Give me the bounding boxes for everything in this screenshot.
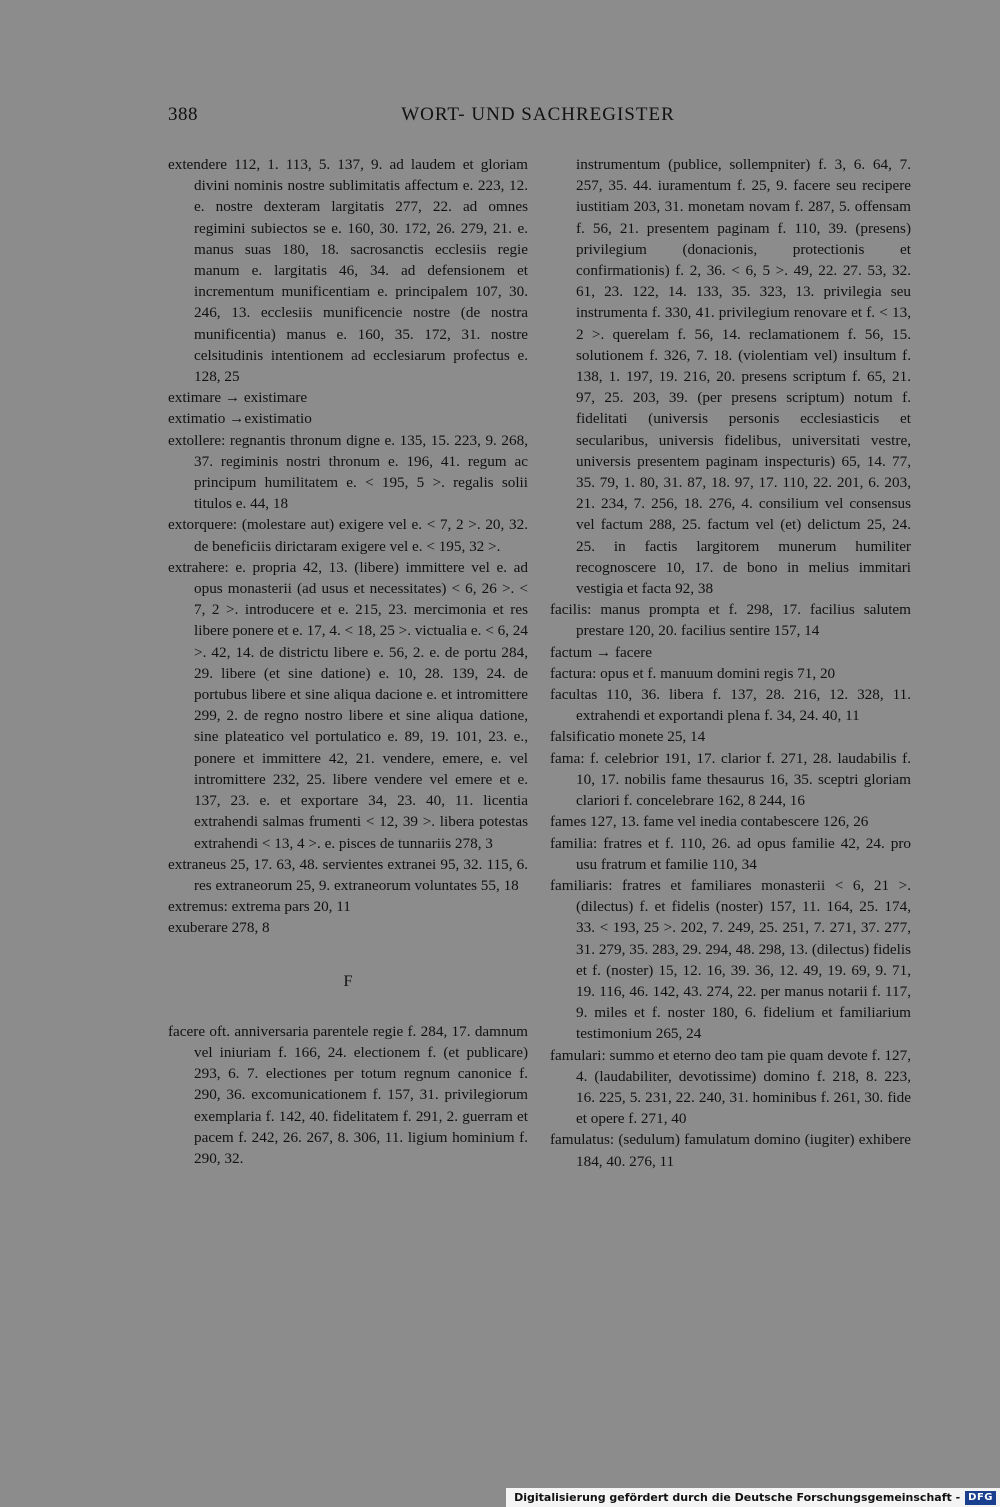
index-entry: extremus: extrema pars 20, 11 xyxy=(168,898,351,916)
index-entry: extendere 112, 1. 113, 5. 137, 9. ad laudem et gloriam divini nominis nostre sublimitatis affectum e. 223, 12. e. nostre dexteram largitatis 277, 22. ad omnes regimini subiectos se e. 160, 30. 172, 26. 279, 21. e. manus suas 180, 18. sacrosanctis ecclesiis regie manum e. largitatis 46, 34. ad defensionem et incrementum munificentiam e. principalem 107, 30. 246, 13. ecclesiis munificencie nostre (de nostra munificentia) manus e. 160, 35. 172, 31. nostre celsitudinis intentionem ad ecclesiarum profectus e. 128, 25 xyxy=(168,156,528,386)
index-entry: famulatus: (sedulum) famulatum domino (iugiter) exhibere 184, 40. 276, 11 xyxy=(550,1131,911,1170)
index-entry: extimatio →existimatio xyxy=(168,410,312,428)
section-letter: F xyxy=(343,972,353,990)
index-entry: facultas 110, 36. libera f. 137, 28. 216, 12. 328, 11. extrahendi et exportandi plena f. 34, 24. 40, 11 xyxy=(550,686,911,725)
index-entry: famulari: summo et eterno deo tam pie quam devote f. 127, 4. (laudabiliter, devotissime) domino f. 218, 8. 223, 16. 225, 5. 231, 22. 240, 31. hominibus f. 261, 30. fide et opere f. 271, 40 xyxy=(550,1046,911,1128)
index-entry: exuberare 278, 8 xyxy=(168,919,270,937)
running-head: WORT- UND SACHREGISTER xyxy=(401,104,675,125)
digitization-footer xyxy=(506,1488,1000,1507)
index-entry: extimare → existimare xyxy=(168,389,308,407)
index-entry: facere oft. anniversaria parentele regie f. 284, 17. damnum vel iniuriam f. 166, 24. electionem f. (et publicare) 293, 6. 7. electiones per totum regnum canonice f. 290, 36. excomunicationem f. 157, 31. privilegiorum exemplaria f. 142, 40. fidelitatem f. 291, 2. guerram et pacem f. 242, 26. 267, 8. 306, 11. ligium hominium f. 290, 32. xyxy=(168,1022,528,1167)
index-entry: extorquere: (molestare aut) exigere vel e. < 7, 2 >. 20, 32. de beneficiis dirictaram exigere vel e. < 195, 32 >. xyxy=(168,516,528,555)
index-entry-continued: instrumentum (publice, sollempniter) f. 3, 6. 64, 7. 257, 35. 44. iuramentum f. 25, 9. facere seu recipere iustitiam 203, 31. monetam novam f. 287, 5. offensam f. 56, 21. presentem paginam f. 110, 39. (presens) privilegium (donacionis, protectionis et confirmationis) f. 2, 36. < 6, 5 >. 49, 22. 27. 53, 32. 61, 23. 122, 14. 133, 35. 323, 13. privilegia seu instrumenta f. 330, 41. privilegium renovare et f. < 13, 2 >. querelam f. 56, 14. reclamationem f. 56, 15. solutionem f. 326, 7. 18. (violentiam vel) insultum f. 138, 1. 197, 19. 216, 20. presens scriptum f. 65, 21. 97, 25. 203, 39. (per presens scriptum) notum f. fidelitati (universis personis ecclesiasticis et secularibus, universis fidelibus, universitati vestre, universis presentem paginam inspecturis) 65, 14. 77, 35. 79, 1. 80, 31. 87, 18. 97, 17. 110, 22. 201, 6. 203, 21. 234, 7. 256, 18. 276, 4. consilium vel consensus vel factum 288, 25. factum vel (et) delictum 25, 24. 25. in factis largitorem munerum humiliter recognoscere 10, 17. de bono in melius immitari vestigia et facta 92, 38 xyxy=(576,156,911,598)
page-number: 388 xyxy=(168,104,198,125)
index-entry: fama: f. celebrior 191, 17. clarior f. 271, 28. laudabilis f. 10, 17. nobilis fame thesaurus 16, 35. sceptri gloriam clariori f. concelebrare 162, 8 244, 16 xyxy=(550,749,911,810)
left-column xyxy=(168,154,528,1169)
right-column xyxy=(550,154,911,1172)
dfg-logo-icon: DFG xyxy=(965,1491,996,1505)
index-entry: fames 127, 13. fame vel inedia contabescere 126, 26 xyxy=(550,813,869,831)
footer-text: Digitalisierung gefördert durch die Deutsche Forschungsgemeinschaft - xyxy=(514,1491,961,1504)
index-entry: familia: fratres et f. 110, 26. ad opus familie 42, 24. pro usu fratrum et familie 110, 34 xyxy=(550,834,911,873)
index-entry: falsificatio monete 25, 14 xyxy=(550,728,706,746)
index-entry: factura: opus et f. manuum domini regis 71, 20 xyxy=(550,664,836,682)
index-entry: extraneus 25, 17. 63, 48. servientes extranei 95, 32. 115, 6. res extraneorum 25, 9. extraneorum voluntates 55, 18 xyxy=(168,855,528,894)
index-entry: familiaris: fratres et familiares monasterii < 6, 21 >. (dilectus) f. et fidelis (noster) 157, 11. 164, 25. 174, 33. < 193, 25 >. 202, 7. 249, 25. 251, 7. 271, 37. 277, 31. 279, 35. 283, 29. 294, 48. 298, 13. (dilectus) fidelis et f. (noster) 15, 12. 16, 39. 36, 12. 49, 19. 69, 9. 71, 19. 116, 46. 142, 43. 274, 22. per manus notarii f. 117, 9. miles et f. noster 180, 6. fidelium et familiarium testimonium 265, 24 xyxy=(550,876,911,1043)
index-entry: extrahere: e. propria 42, 13. (libere) immittere vel e. ad opus monasterii (ad usus et necessitates) < 6, 26 >. < 7, 2 >. introducere et e. 215, 23. mercimonia et res libere ponere et e. 17, 4. < 18, 25 >. victualia e. < 6, 24 >. 42, 14. de districtu libere e. 56, 2. e. de portu 284, 29. libere (et sine datione) e. 10, 28. 139, 24. de portubus libere et sine aliqua dacione e. et intromittere 299, 2. de regno nostro libere et sine aliqua datione, sine plateatico vel portulatico e. 89, 19. 101, 23. e., ponere et immittere 42, 21. vendere, emere, e. vel intromittere 232, 25. libere vendere vel emere et e. 137, 23. e. et exportare 34, 23. 40, 11. licentia extrahendi salmas frumenti < 12, 39 >. libera potestas extrahendi < 13, 4 >. e. pisces de tunnariis 278, 3 xyxy=(168,558,528,852)
index-entry: factum → facere xyxy=(550,643,653,661)
index-entry: extollere: regnantis thronum digne e. 135, 15. 223, 9. 268, 37. regiminis nostri thronum e. 196, 41. regum ac principum humilitatem e. < 195, 5 >. regalis solii titulos e. 44, 18 xyxy=(168,431,528,513)
index-entry: facilis: manus prompta et f. 298, 17. facilius salutem prestare 120, 20. facilius sentire 157, 14 xyxy=(550,601,911,640)
